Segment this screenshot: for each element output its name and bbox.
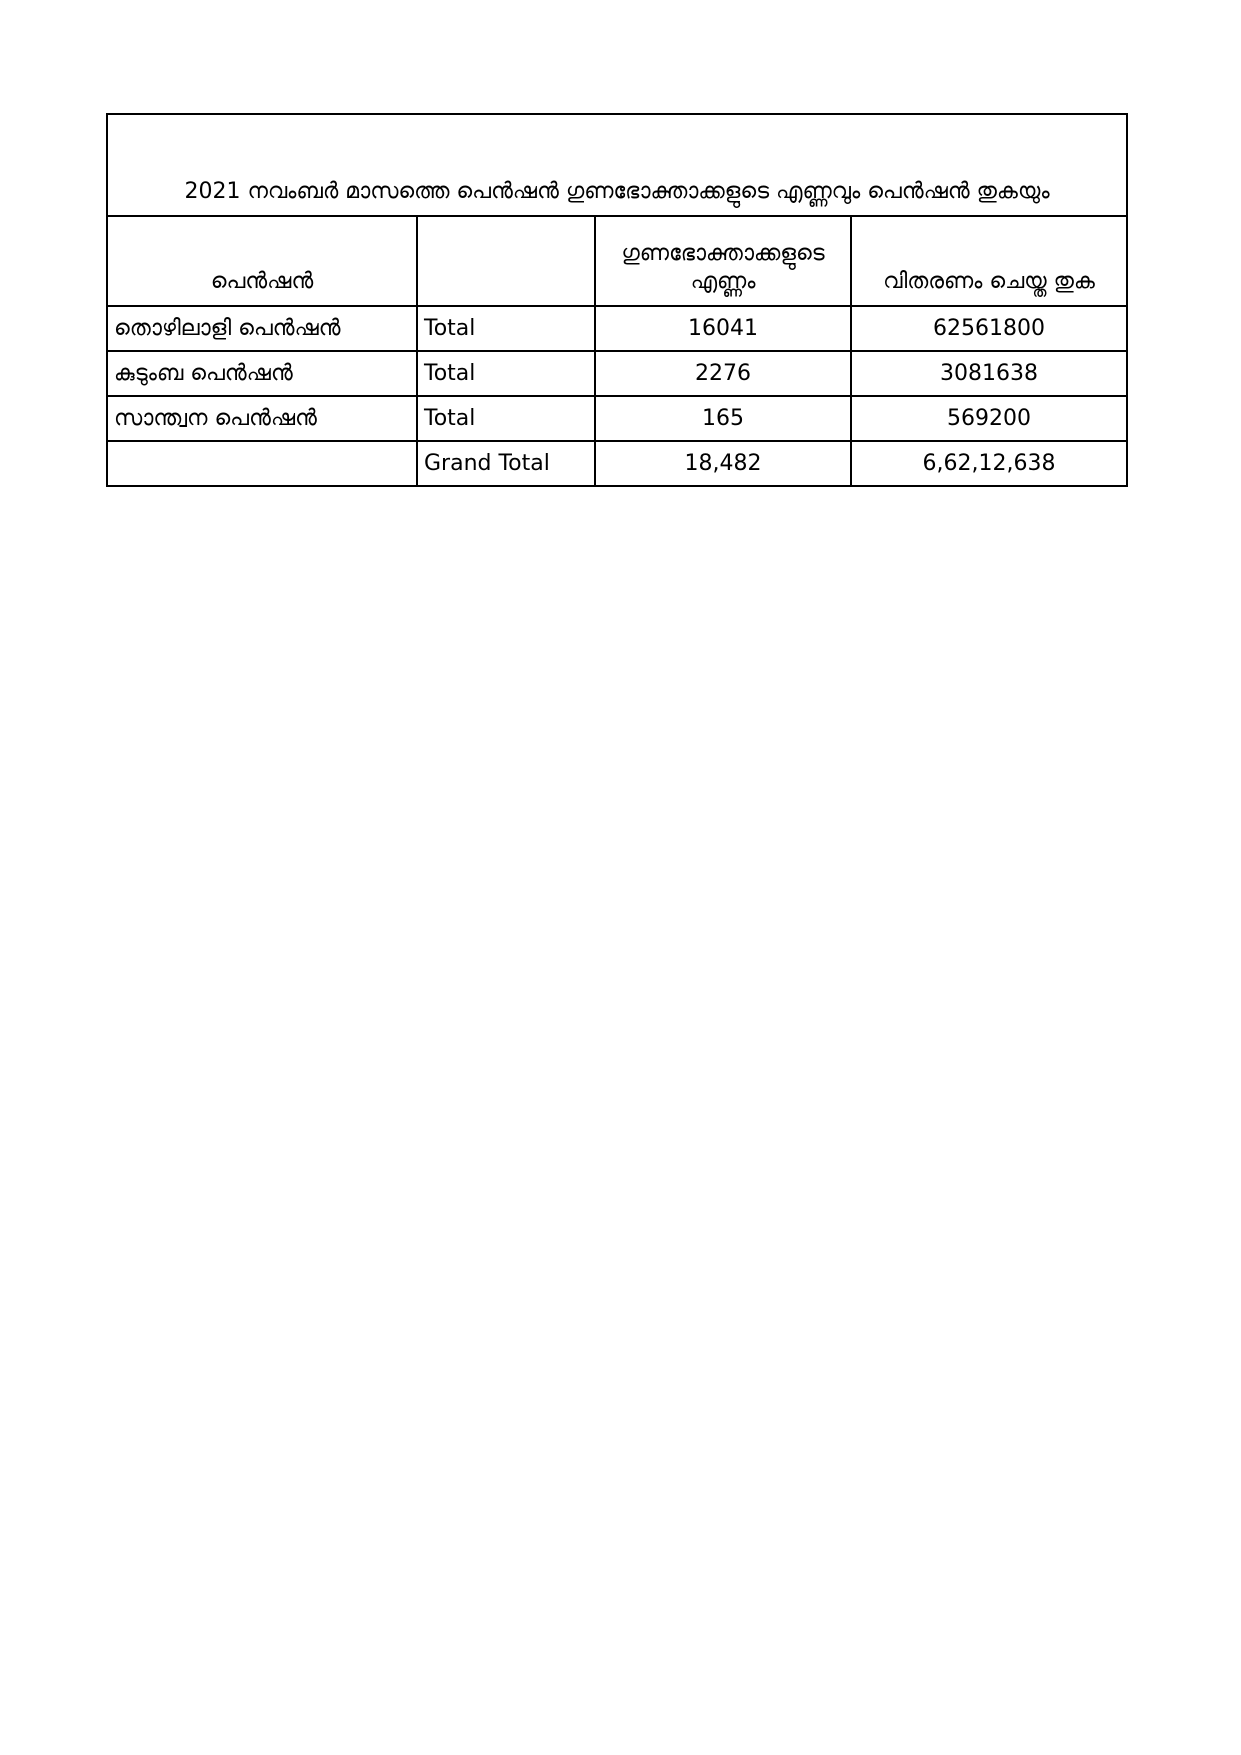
pension-name: തൊഴിലാളി പെൻഷൻ bbox=[107, 306, 417, 351]
table-title: 2021 നവംബർ മാസത്തെ പെൻഷൻ ഗുണഭോക്താക്കളുടെ എണ്ണവും പെൻഷൻ തുകയും bbox=[107, 114, 1127, 216]
pension-name: കുടുംബ പെൻഷൻ bbox=[107, 351, 417, 396]
table-title-row bbox=[107, 114, 1127, 216]
table-row bbox=[107, 306, 1127, 351]
pension-name bbox=[107, 441, 417, 486]
table-header-row bbox=[107, 216, 1127, 306]
grand-total-amount: 6,62,12,638 bbox=[851, 441, 1127, 486]
grand-total-beneficiaries: 18,482 bbox=[595, 441, 851, 486]
beneficiaries-count: 16041 bbox=[595, 306, 851, 351]
beneficiaries-count: 2276 bbox=[595, 351, 851, 396]
header-beneficiaries-line1: ഗുണഭോക്താക്കളുടെ bbox=[621, 241, 825, 266]
header-pension: പെൻഷൻ bbox=[107, 216, 417, 306]
pension-name: സാന്ത്വന പെൻഷൻ bbox=[107, 396, 417, 441]
table-row bbox=[107, 396, 1127, 441]
beneficiaries-count: 165 bbox=[595, 396, 851, 441]
amount-distributed: 3081638 bbox=[851, 351, 1127, 396]
table-row bbox=[107, 351, 1127, 396]
pension-type: Total bbox=[417, 396, 595, 441]
amount-distributed: 569200 bbox=[851, 396, 1127, 441]
pension-type: Total bbox=[417, 306, 595, 351]
grand-total-label: Grand Total bbox=[417, 441, 595, 486]
header-amount: വിതരണം ചെയ്ത തുക bbox=[851, 216, 1127, 306]
header-beneficiaries-line2: എണ്ണം bbox=[690, 268, 756, 294]
pension-type: Total bbox=[417, 351, 595, 396]
header-beneficiaries bbox=[595, 216, 851, 306]
header-type bbox=[417, 216, 595, 306]
pension-table bbox=[106, 113, 1128, 487]
grand-total-row bbox=[107, 441, 1127, 486]
amount-distributed: 62561800 bbox=[851, 306, 1127, 351]
